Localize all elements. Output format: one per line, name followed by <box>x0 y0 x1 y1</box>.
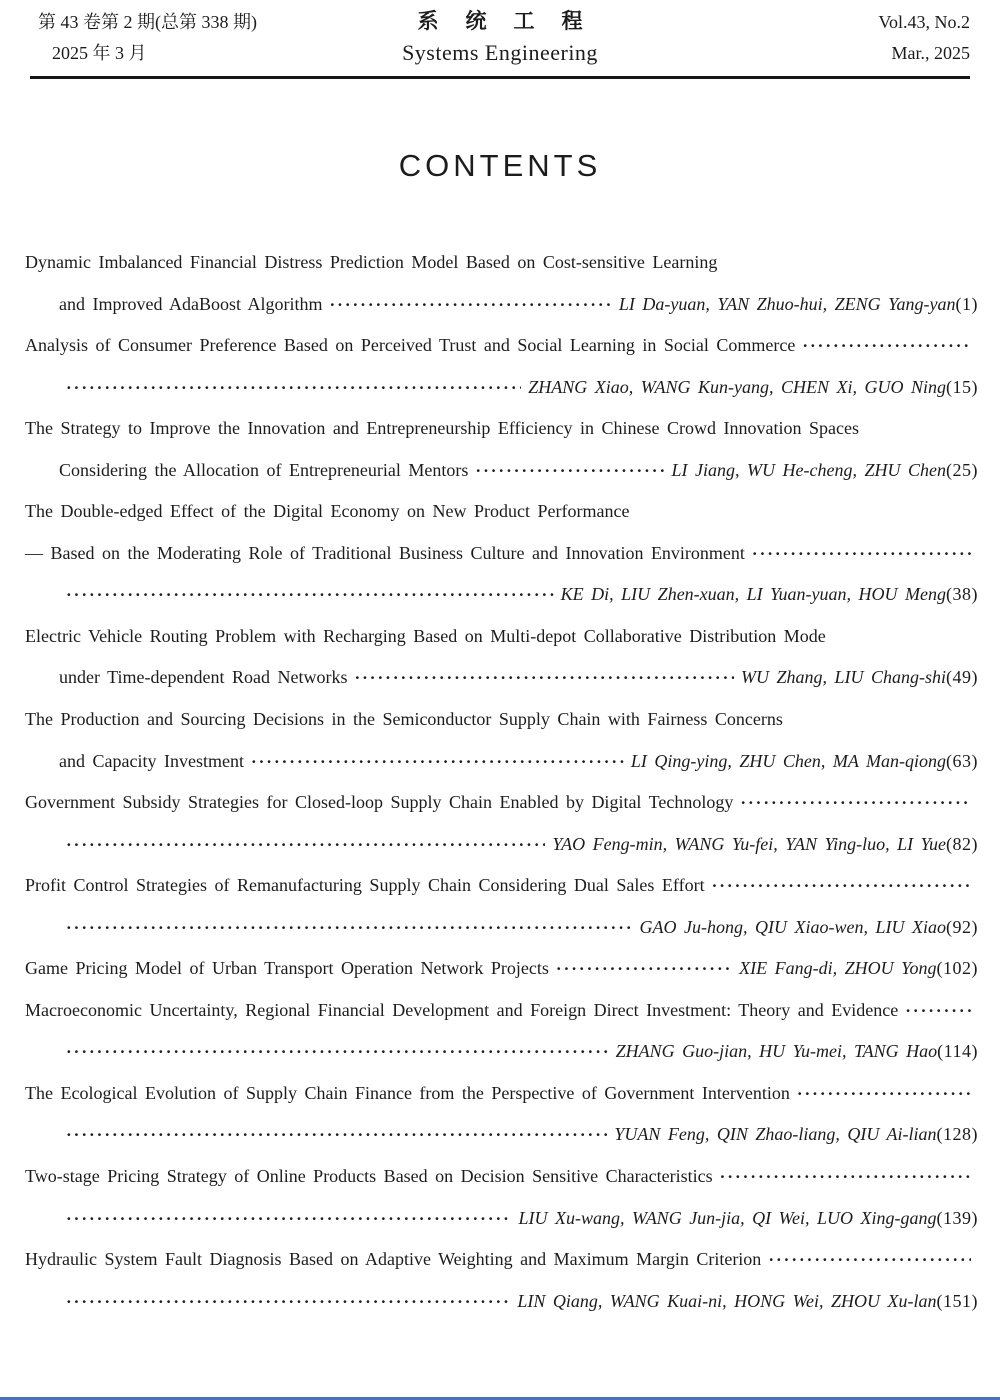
entry-title: Hydraulic System Fault Diagnosis Based on Adaptive Weighting and Maximum Margin Criterion <box>25 1249 762 1270</box>
dot-leader <box>720 1156 971 1198</box>
entry-title: The Strategy to Improve the Innovation and Entrepreneurship Efficiency in Chinese Crowd Innovation Spaces <box>25 418 859 439</box>
toc-line <box>25 491 978 533</box>
toc-line <box>25 450 978 492</box>
entry-title: The Ecological Evolution of Supply Chain Finance from the Perspective of Government Intervention <box>25 1082 790 1103</box>
entry-page-number: (63) <box>946 750 978 771</box>
entry-page-number: (38) <box>946 584 978 605</box>
toc-line <box>25 699 978 741</box>
dot-leader <box>802 325 971 367</box>
journal-title-cn: 系统工程 <box>417 9 610 33</box>
header-divider-rule <box>30 76 970 79</box>
entry-title: — Based on the Moderating Role of Traditional Business Culture and Innovation Environment <box>25 542 745 563</box>
entry-title: Dynamic Imbalanced Financial Distress Prediction Model Based on Cost-sensitive Learning <box>25 252 718 272</box>
volume-number-en: Vol.43, No.2 <box>878 12 970 32</box>
dot-leader <box>354 657 734 699</box>
toc-line <box>25 948 978 990</box>
entry-title: Analysis of Consumer Preference Based on Perceived Trust and Social Learning in Social Commerce <box>25 335 796 356</box>
entry-title: and Improved AdaBoost Algorithm <box>59 293 323 314</box>
entry-page-number: (151) <box>936 1290 978 1311</box>
entry-authors: YAO Feng-min, WANG Yu-fei, YAN Ying-luo, LI Yue <box>552 833 946 854</box>
entry-title: Two-stage Pricing Strategy of Online Products Based on Decision Sensitive Characteristics <box>25 1166 713 1187</box>
toc-line <box>25 1281 978 1323</box>
entry-title: The Double-edged Effect of the Digital Economy on New Product Performance <box>25 501 630 522</box>
entry-page-number: (102) <box>936 958 978 979</box>
toc-line <box>25 242 978 284</box>
toc-line <box>25 1031 978 1073</box>
toc-line <box>25 616 978 658</box>
toc-line <box>25 990 978 1032</box>
entry-authors: LIN Qiang, WANG Kuai-ni, HONG Wei, ZHOU Xu-lan <box>517 1290 937 1311</box>
entry-authors: LI Jiang, WU He-cheng, ZHU Chen <box>671 459 946 480</box>
entry-page-number: (1) <box>955 293 978 314</box>
dot-leader <box>66 1198 511 1240</box>
header-volume-block <box>878 13 970 62</box>
entry-authors: LI Da-yuan, YAN Zhuo-hui, ZENG Yang-yan <box>618 293 956 314</box>
toc-line <box>25 533 978 575</box>
dot-leader <box>66 1281 510 1323</box>
journal-title-en: Systems Engineering <box>402 40 598 65</box>
toc-line <box>25 907 978 949</box>
toc-line <box>25 1239 978 1281</box>
toc-line <box>25 408 978 450</box>
entry-page-number: (92) <box>946 916 978 937</box>
entry-authors: GAO Ju-hong, QIU Xiao-wen, LIU Xiao <box>639 916 946 937</box>
entry-title: Government Subsidy Strategies for Closed-loop Supply Chain Enabled by Digital Technology <box>25 792 734 813</box>
dot-leader <box>66 1114 607 1156</box>
issue-date-cn: 2025 年 3 月 <box>52 43 147 63</box>
entry-title: and Capacity Investment <box>59 750 244 771</box>
toc-line <box>25 824 978 866</box>
entry-title: under Time-dependent Road Networks <box>59 667 348 688</box>
table-of-contents <box>25 242 978 1322</box>
entry-authors: WU Zhang, LIU Chang-shi <box>740 667 946 688</box>
entry-authors: ZHANG Guo-jian, HU Yu-mei, TANG Hao <box>615 1041 938 1062</box>
dot-leader <box>752 533 971 575</box>
dot-leader <box>905 990 971 1032</box>
dot-leader <box>66 574 554 616</box>
entry-authors: KE Di, LIU Zhen-xuan, LI Yuan-yuan, HOU Meng <box>560 584 946 605</box>
toc-line <box>25 1156 978 1198</box>
dot-leader <box>797 1073 971 1115</box>
dot-leader <box>66 367 521 409</box>
entry-page-number: (114) <box>937 1041 978 1062</box>
issue-number-cn: 第 43 卷第 2 期(总第 338 期) <box>38 12 257 32</box>
entry-title: The Production and Sourcing Decisions in the Semiconductor Supply Chain with Fairness Concerns <box>25 709 783 730</box>
entry-title: Game Pricing Model of Urban Transport Operation Network Projects <box>25 958 549 979</box>
dot-leader <box>475 450 664 492</box>
dot-leader <box>66 1031 609 1073</box>
contents-heading: CONTENTS <box>398 148 602 183</box>
toc-line <box>25 1198 978 1240</box>
toc-line <box>25 1073 978 1115</box>
toc-line <box>25 1114 978 1156</box>
toc-line <box>25 574 978 616</box>
entry-title: Considering the Allocation of Entrepreneurial Mentors <box>59 459 469 480</box>
issue-date-en: Mar., 2025 <box>891 43 970 63</box>
entry-authors: LI Qing-ying, ZHU Chen, MA Man-qiong <box>630 750 946 771</box>
entry-authors: YUAN Feng, QIN Zhao-liang, QIU Ai-lian <box>614 1124 937 1145</box>
entry-authors: ZHANG Xiao, WANG Kun-yang, CHEN Xi, GUO Ning <box>528 376 946 397</box>
entry-page-number: (139) <box>936 1207 978 1228</box>
dot-leader <box>329 284 611 326</box>
entry-page-number: (15) <box>946 376 978 397</box>
entry-page-number: (82) <box>946 833 978 854</box>
entry-page-number: (49) <box>946 667 978 688</box>
dot-leader <box>740 782 971 824</box>
entry-title: Macroeconomic Uncertainty, Regional Financial Development and Foreign Direct Investment: Theory and Evidence <box>25 999 899 1020</box>
toc-line <box>25 284 978 326</box>
dot-leader <box>556 948 732 990</box>
toc-line <box>25 325 978 367</box>
dot-leader <box>251 741 624 783</box>
dot-leader <box>66 907 633 949</box>
entry-title: Electric Vehicle Routing Problem with Recharging Based on Multi-depot Collaborative Distribution Mode <box>25 625 826 646</box>
entry-page-number: (25) <box>946 459 978 480</box>
entry-authors: LIU Xu-wang, WANG Jun-jia, QI Wei, LUO Xing-gang <box>518 1207 937 1228</box>
toc-line <box>25 782 978 824</box>
entry-title: Profit Control Strategies of Remanufacturing Supply Chain Considering Dual Sales Effort <box>25 875 705 896</box>
toc-line <box>25 741 978 783</box>
entry-page-number: (128) <box>936 1124 978 1145</box>
entry-authors: XIE Fang-di, ZHOU Yong <box>739 958 937 979</box>
dot-leader <box>712 865 971 907</box>
toc-line <box>25 865 978 907</box>
header-journal-block <box>0 11 1000 64</box>
dot-leader <box>66 824 545 866</box>
dot-leader <box>768 1239 971 1281</box>
toc-line <box>25 367 978 409</box>
toc-line <box>25 657 978 699</box>
